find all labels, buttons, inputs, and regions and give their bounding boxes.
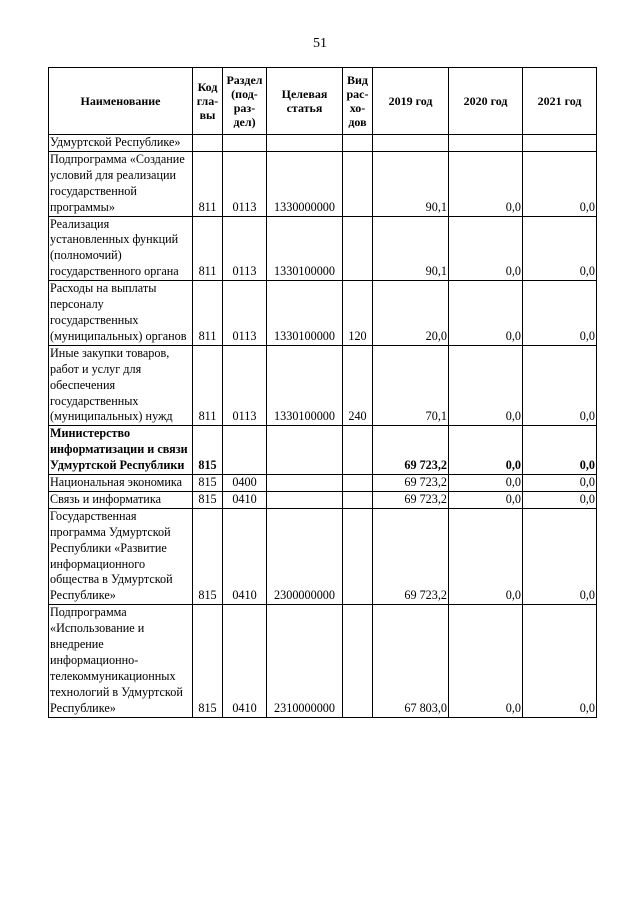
cell-expense-type: 120 bbox=[343, 281, 373, 346]
header-name: Наименование bbox=[49, 68, 193, 135]
header-year-2019: 2019 год bbox=[373, 68, 449, 135]
cell-2020: 0,0 bbox=[449, 281, 523, 346]
cell-2020: 0,0 bbox=[449, 151, 523, 216]
header-expense-type: Вид рас-хо-дов bbox=[343, 68, 373, 135]
cell-name: Реализация установленных функций (полномочий) государственного органа bbox=[49, 216, 193, 281]
cell-2019: 69 723,2 bbox=[373, 491, 449, 508]
cell-2020: 0,0 bbox=[449, 491, 523, 508]
cell-2019 bbox=[373, 135, 449, 152]
table-row bbox=[49, 281, 597, 346]
header-chapter-code: Код гла-вы bbox=[193, 68, 223, 135]
cell-name: Иные закупки товаров, работ и услуг для обеспечения государственных (муниципальных) нужд bbox=[49, 345, 193, 426]
cell-section bbox=[223, 426, 267, 475]
cell-2021: 0,0 bbox=[523, 426, 597, 475]
cell-expense-type bbox=[343, 605, 373, 717]
cell-2021: 0,0 bbox=[523, 216, 597, 281]
cell-name: Министерство информатизации и связи Удмуртской Республики bbox=[49, 426, 193, 475]
cell-chapter-code: 815 bbox=[193, 508, 223, 604]
cell-2021: 0,0 bbox=[523, 491, 597, 508]
cell-chapter-code bbox=[193, 135, 223, 152]
table-row bbox=[49, 491, 597, 508]
cell-2020 bbox=[449, 135, 523, 152]
cell-target-article: 1330100000 bbox=[267, 281, 343, 346]
cell-expense-type bbox=[343, 216, 373, 281]
cell-2021 bbox=[523, 135, 597, 152]
cell-chapter-code: 811 bbox=[193, 151, 223, 216]
cell-2019: 20,0 bbox=[373, 281, 449, 346]
table-body bbox=[49, 135, 597, 718]
cell-name: Подпрограмма «Создание условий для реализации государственной программы» bbox=[49, 151, 193, 216]
cell-name: Удмуртской Республике» bbox=[49, 135, 193, 152]
cell-name: Расходы на выплаты персоналу государственных (муниципальных) органов bbox=[49, 281, 193, 346]
cell-expense-type: 240 bbox=[343, 345, 373, 426]
cell-name: Государственная программа Удмуртской Республики «Развитие информационного общества в Удмуртской Республике» bbox=[49, 508, 193, 604]
cell-2019: 90,1 bbox=[373, 216, 449, 281]
table-row bbox=[49, 151, 597, 216]
cell-section: 0113 bbox=[223, 281, 267, 346]
table-row bbox=[49, 508, 597, 604]
cell-target-article: 1330100000 bbox=[267, 216, 343, 281]
cell-2019: 69 723,2 bbox=[373, 426, 449, 475]
header-section: Раздел (под-раз-дел) bbox=[223, 68, 267, 135]
cell-expense-type bbox=[343, 491, 373, 508]
header-year-2020: 2020 год bbox=[449, 68, 523, 135]
cell-2019: 69 723,2 bbox=[373, 475, 449, 492]
table-row bbox=[49, 345, 597, 426]
cell-expense-type bbox=[343, 508, 373, 604]
cell-chapter-code: 815 bbox=[193, 475, 223, 492]
table-row bbox=[49, 605, 597, 717]
cell-section: 0410 bbox=[223, 491, 267, 508]
cell-section: 0410 bbox=[223, 508, 267, 604]
cell-target-article: 2310000000 bbox=[267, 605, 343, 717]
cell-expense-type bbox=[343, 426, 373, 475]
cell-2020: 0,0 bbox=[449, 426, 523, 475]
cell-section: 0113 bbox=[223, 345, 267, 426]
cell-target-article bbox=[267, 475, 343, 492]
table-header-row bbox=[49, 68, 597, 135]
cell-name: Подпрограмма «Использование и внедрение информационно-телекоммуникационных технологий в Удмуртской Республике» bbox=[49, 605, 193, 717]
table-row bbox=[49, 426, 597, 475]
cell-2021: 0,0 bbox=[523, 345, 597, 426]
table-row bbox=[49, 135, 597, 152]
cell-chapter-code: 815 bbox=[193, 426, 223, 475]
cell-2021: 0,0 bbox=[523, 605, 597, 717]
cell-2020: 0,0 bbox=[449, 508, 523, 604]
cell-chapter-code: 811 bbox=[193, 216, 223, 281]
cell-section: 0113 bbox=[223, 151, 267, 216]
cell-target-article bbox=[267, 426, 343, 475]
cell-section: 0410 bbox=[223, 605, 267, 717]
cell-target-article bbox=[267, 135, 343, 152]
cell-2019: 70,1 bbox=[373, 345, 449, 426]
cell-expense-type bbox=[343, 135, 373, 152]
cell-chapter-code: 811 bbox=[193, 281, 223, 346]
cell-target-article bbox=[267, 491, 343, 508]
cell-2020: 0,0 bbox=[449, 345, 523, 426]
cell-chapter-code: 815 bbox=[193, 491, 223, 508]
cell-2021: 0,0 bbox=[523, 508, 597, 604]
header-target-article: Целевая статья bbox=[267, 68, 343, 135]
cell-target-article: 1330100000 bbox=[267, 345, 343, 426]
budget-table bbox=[48, 67, 597, 718]
cell-2021: 0,0 bbox=[523, 281, 597, 346]
cell-2019: 90,1 bbox=[373, 151, 449, 216]
cell-name: Национальная экономика bbox=[49, 475, 193, 492]
cell-expense-type bbox=[343, 151, 373, 216]
cell-section bbox=[223, 135, 267, 152]
cell-chapter-code: 811 bbox=[193, 345, 223, 426]
cell-expense-type bbox=[343, 475, 373, 492]
cell-target-article: 2300000000 bbox=[267, 508, 343, 604]
cell-target-article: 1330000000 bbox=[267, 151, 343, 216]
cell-2021: 0,0 bbox=[523, 475, 597, 492]
cell-chapter-code: 815 bbox=[193, 605, 223, 717]
table-row bbox=[49, 216, 597, 281]
cell-2020: 0,0 bbox=[449, 216, 523, 281]
cell-name: Связь и информатика bbox=[49, 491, 193, 508]
cell-section: 0400 bbox=[223, 475, 267, 492]
page-number: 51 bbox=[313, 36, 327, 51]
cell-2019: 69 723,2 bbox=[373, 508, 449, 604]
cell-2020: 0,0 bbox=[449, 475, 523, 492]
header-year-2021: 2021 год bbox=[523, 68, 597, 135]
table-row bbox=[49, 475, 597, 492]
cell-section: 0113 bbox=[223, 216, 267, 281]
cell-2019: 67 803,0 bbox=[373, 605, 449, 717]
cell-2020: 0,0 bbox=[449, 605, 523, 717]
cell-2021: 0,0 bbox=[523, 151, 597, 216]
